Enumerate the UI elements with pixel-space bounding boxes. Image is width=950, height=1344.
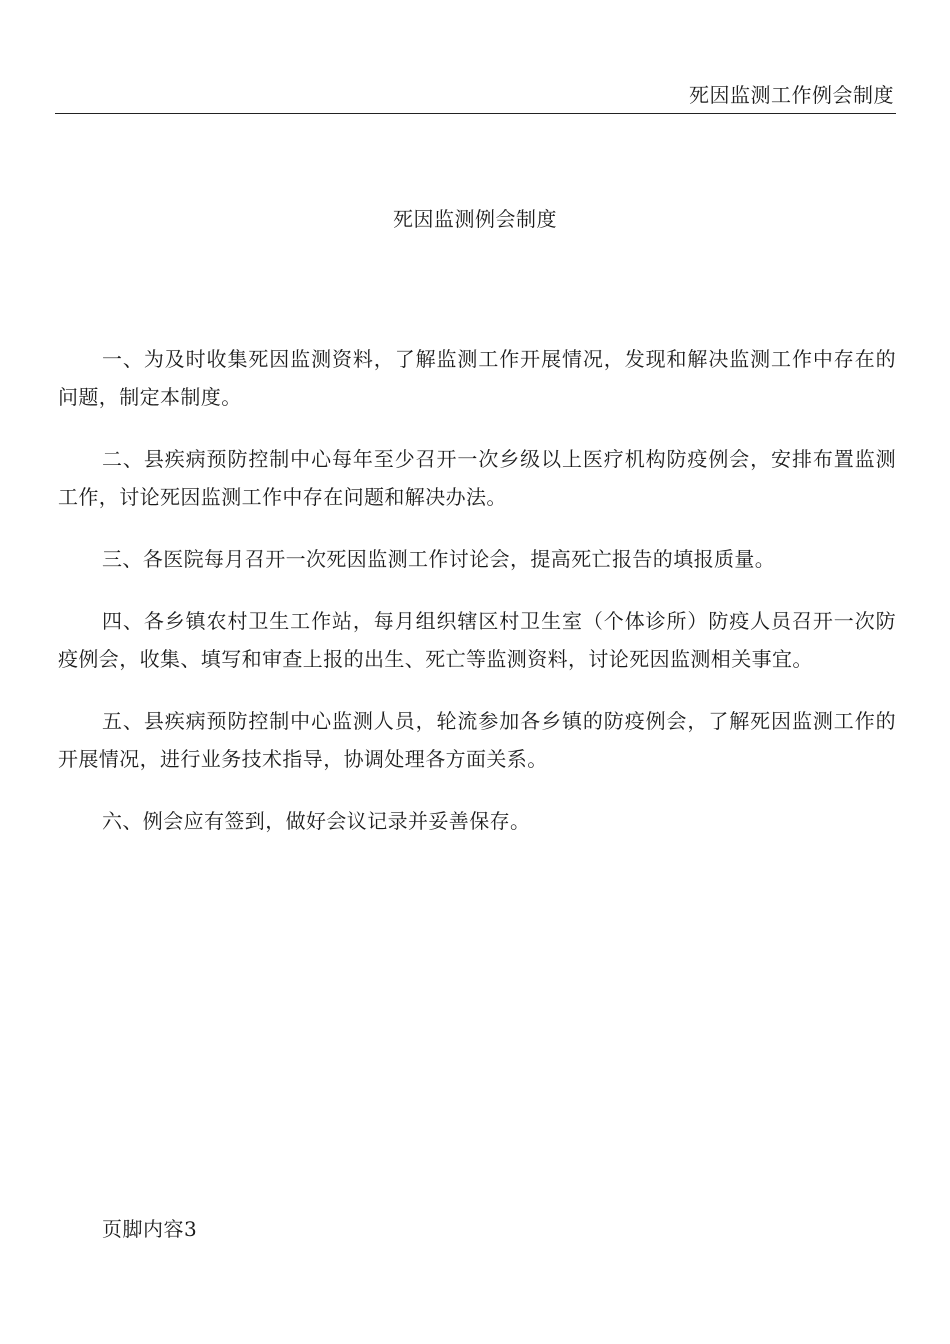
page-footer: 页脚内容3 bbox=[102, 1217, 198, 1241]
paragraph-4: 四、各乡镇农村卫生工作站，每月组织辖区村卫生室（个体诊所）防疫人员召开一次防疫例会，收集、填写和审查上报的出生、死亡等监测资料，讨论死因监测相关事宜。 bbox=[58, 609, 896, 671]
paragraph-3: 三、各医院每月召开一次死因监测工作讨论会，提高死亡报告的填报质量。 bbox=[102, 547, 776, 571]
paragraph-2: 二、县疾病预防控制中心每年至少召开一次乡级以上医疗机构防疫例会，安排布置监测工作，讨论死因监测工作中存在问题和解决办法。 bbox=[58, 447, 896, 509]
paragraph-1: 一、为及时收集死因监测资料，了解监测工作开展情况，发现和解决监测工作中存在的问题，制定本制度。 bbox=[58, 347, 896, 409]
document-title: 死因监测例会制度 bbox=[393, 207, 557, 231]
paragraph-5: 五、县疾病预防控制中心监测人员，轮流参加各乡镇的防疫例会，了解死因监测工作的开展情况，进行业务技术指导，协调处理各方面关系。 bbox=[58, 709, 896, 771]
page-header bbox=[55, 80, 896, 114]
paragraph-6: 六、例会应有签到，做好会议记录并妥善保存。 bbox=[102, 809, 531, 833]
document-body bbox=[58, 340, 896, 864]
header-title: 死因监测工作例会制度 bbox=[689, 83, 894, 107]
